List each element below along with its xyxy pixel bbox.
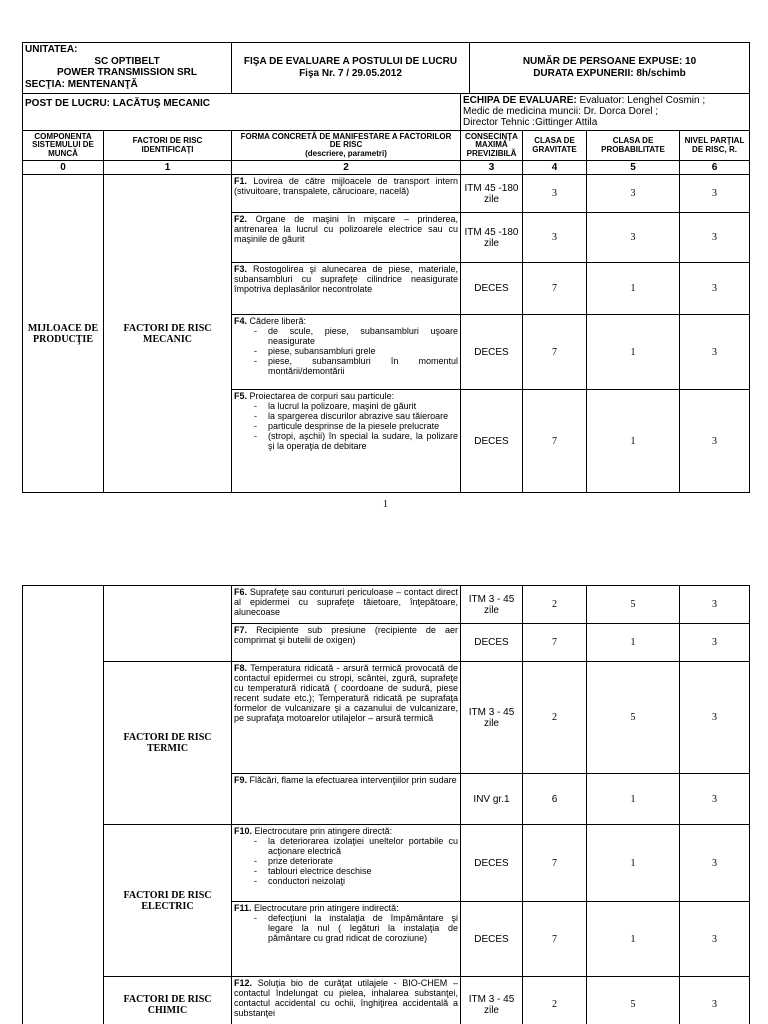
col-number-3: 3 xyxy=(461,161,523,175)
risk-text: Lovirea de către mijloacele de transport intern (stivuitoare, transpalete, cărucioare, nacelă) xyxy=(234,176,458,197)
severity-value: 3 xyxy=(523,175,587,213)
list-item: - defecţiuni la instalaţia de împământare şi legare la nul ( legături la instalaţia de pământare cu grad ridicat de coroziune) xyxy=(234,913,458,943)
col-header-consequence: CONSECINŢA MAXIMĂ PREVIZIBILĂ xyxy=(461,131,523,161)
column-number-row xyxy=(23,161,750,175)
col-number-1: 1 xyxy=(104,161,232,175)
probability-value: 1 xyxy=(587,774,680,825)
risk-value: 3 xyxy=(680,263,750,315)
evaluation-team xyxy=(461,94,750,131)
list-item: - de scule, piese, subansambluri uşoare neasigurate xyxy=(234,326,458,346)
risk-f5-description xyxy=(232,390,461,493)
risk-f11-description xyxy=(232,902,461,977)
consequence: ITM 45 -180 zile xyxy=(461,175,523,213)
risk-value: 3 xyxy=(680,825,750,902)
risk-text: Cădere liberă: xyxy=(247,316,307,326)
consequence: DECES xyxy=(461,315,523,390)
workstation-table xyxy=(22,93,750,131)
risk-text: Soluţia bio de curăţat utilajele - BIO-CHEM – contactul îndelungat cu pielea, inhalarea substanţei, contactul accidental cu ochii, înghiţirea accidentală a substanţei xyxy=(234,978,458,1019)
severity-value: 7 xyxy=(523,902,587,977)
col-number-4: 4 xyxy=(523,161,587,175)
factor-chimic: FACTORI DE RISC CHIMIC xyxy=(104,977,232,1024)
page-1 xyxy=(22,42,749,493)
col-header-form-sub: (descriere, parametri) xyxy=(305,148,387,158)
col-header-probability: CLASA DE PROBABILITATE xyxy=(587,131,680,161)
component-cell-continued xyxy=(23,586,104,1024)
probability-value: 5 xyxy=(587,586,680,624)
col-header-form-title: FORMA CONCRETĂ DE MANIFESTARE A FACTORILOR DE RISC xyxy=(240,131,452,150)
team-director: Director Tehnic :Gittinger Attila xyxy=(463,117,598,128)
risk-f5-list xyxy=(234,401,458,451)
risk-f11-list xyxy=(234,913,458,943)
probability-value: 3 xyxy=(587,175,680,213)
unit-cell xyxy=(23,43,232,94)
risk-f7-description xyxy=(232,624,461,662)
risk-code: F2. xyxy=(234,214,248,224)
col-header-component: COMPONENTA SISTEMULUI DE MUNCĂ xyxy=(23,131,104,161)
consequence: ITM 45 -180 zile xyxy=(461,213,523,263)
probability-value: 1 xyxy=(587,315,680,390)
team-label: ECHIPA DE EVALUARE: xyxy=(463,95,577,106)
list-item: - particule desprinse de la piesele prelucrate xyxy=(234,421,458,431)
list-item: - tablouri electrice deschise xyxy=(234,866,458,876)
risk-code: F7. xyxy=(234,625,248,635)
col-number-2: 2 xyxy=(232,161,461,175)
consequence: DECES xyxy=(461,624,523,662)
risk-value: 3 xyxy=(680,662,750,774)
probability-value: 1 xyxy=(587,390,680,493)
unit-label: UNITATEA: xyxy=(25,44,78,55)
col-number-5: 5 xyxy=(587,161,680,175)
risk-value: 3 xyxy=(680,624,750,662)
risk-text: Temperatura ridicată - arsură termică provocată de contactul epidermei cu stropi, scântei, zgură, suprafeţe cu temperatură ridicată ( coordoane de sudură, piese recent sudate etc.); Temperatură ridicată pe suprafaţa formelor de vulcanizare şi a cazanului de vulcanizare, pe suprafaţa motoarelor utilajelor – arsură termică xyxy=(234,663,458,724)
severity-value: 7 xyxy=(523,315,587,390)
list-item: - la lucrul la polizoare, maşini de găurit xyxy=(234,401,458,411)
exposure-duration: DURATA EXPUNERII: 8h/schimb xyxy=(533,68,686,79)
risk-code: F10. xyxy=(234,826,253,836)
risk-table-page-2 xyxy=(22,585,750,1024)
risk-code: F1. xyxy=(234,176,248,186)
company-line-2: POWER TRANSMISSION SRL xyxy=(56,67,197,78)
risk-text: Electrocutare prin atingere directă: xyxy=(252,826,393,836)
risk-code: F9. xyxy=(234,775,248,785)
list-item: - la deteriorarea izolaţiei uneltelor portabile cu acţionare electrică xyxy=(234,836,458,856)
col-header-severity: CLASA DE GRAVITATE xyxy=(523,131,587,161)
risk-f4-list xyxy=(234,326,458,376)
consequence: DECES xyxy=(461,902,523,977)
list-item: - conductori neizolaţi xyxy=(234,876,458,886)
col-number-0: 0 xyxy=(23,161,104,175)
risk-value: 3 xyxy=(680,977,750,1024)
table-row xyxy=(23,977,750,1024)
probability-value: 3 xyxy=(587,213,680,263)
consequence: ITM 3 - 45 zile xyxy=(461,977,523,1024)
table-row xyxy=(23,825,750,902)
risk-f12-description xyxy=(232,977,461,1024)
severity-value: 6 xyxy=(523,774,587,825)
risk-value: 3 xyxy=(680,315,750,390)
severity-value: 2 xyxy=(523,586,587,624)
probability-value: 1 xyxy=(587,624,680,662)
team-doctor: Medic de medicina muncii: Dr. Dorca Dorel ; xyxy=(463,106,659,117)
risk-f1-description xyxy=(232,175,461,213)
risk-text: Suprafeţe sau contururi periculoase – contact direct al epidermei cu suprafeţe tăietoare, înţepătoare, alunecoase xyxy=(234,587,458,618)
header-table xyxy=(22,42,750,94)
probability-value: 1 xyxy=(587,263,680,315)
col-number-6: 6 xyxy=(680,161,750,175)
risk-text: Recipiente sub presiune (recipiente de aer comprimat şi butelii de oxigen) xyxy=(234,625,458,646)
probability-value: 5 xyxy=(587,977,680,1024)
probability-value: 1 xyxy=(587,825,680,902)
col-header-form xyxy=(232,131,461,161)
risk-code: F11. xyxy=(234,903,252,913)
probability-value: 5 xyxy=(587,662,680,774)
form-title-cell xyxy=(232,43,470,94)
severity-value: 7 xyxy=(523,624,587,662)
table-row xyxy=(23,175,750,213)
risk-text: Electrocutare prin atingere indirectă: xyxy=(251,903,399,913)
risk-f4-description xyxy=(232,315,461,390)
list-item: - piese, subansambluri grele xyxy=(234,346,458,356)
component-cell: MIJLOACE DE PRODUCŢIE xyxy=(23,175,104,493)
page-2 xyxy=(22,585,749,1024)
form-title: FIŞA DE EVALUARE A POSTULUI DE LUCRU xyxy=(243,56,458,67)
risk-code: F12. xyxy=(234,978,253,988)
workstation: POST DE LUCRU: LACĂTUŞ MECANIC xyxy=(23,94,461,131)
consequence: DECES xyxy=(461,825,523,902)
form-number: Fişa Nr. 7 / 29.05.2012 xyxy=(299,68,402,79)
risk-code: F3. xyxy=(234,264,248,274)
column-header-row xyxy=(23,131,750,161)
risk-value: 3 xyxy=(680,902,750,977)
risk-value: 3 xyxy=(680,586,750,624)
risk-f8-description xyxy=(232,662,461,774)
risk-value: 3 xyxy=(680,774,750,825)
risk-value: 3 xyxy=(680,175,750,213)
team-evaluator: Evaluator: Lenghel Cosmin ; xyxy=(576,95,706,106)
risk-f9-description xyxy=(232,774,461,825)
severity-value: 2 xyxy=(523,977,587,1024)
risk-value: 3 xyxy=(680,390,750,493)
risk-f10-list xyxy=(234,836,458,886)
consequence: INV gr.1 xyxy=(461,774,523,825)
risk-f6-description xyxy=(232,586,461,624)
company-line-1: SC OPTIBELT xyxy=(94,55,160,67)
col-header-risk: NIVEL PARŢIAL DE RISC, R. xyxy=(680,131,750,161)
risk-code: F6. xyxy=(234,587,248,597)
risk-text: Rostogolirea şi alunecarea de piese, materiale, subansambluri cu suprafeţe cilindrice neasigurate împotriva deplasărilor necontrolate xyxy=(234,264,458,295)
risk-code: F5. xyxy=(234,391,248,401)
section-name: SECŢIA: MENTENANŢĂ xyxy=(25,78,138,90)
risk-code: F8. xyxy=(234,663,248,673)
severity-value: 3 xyxy=(523,213,587,263)
col-header-factors: FACTORI DE RISC IDENTIFICAŢI xyxy=(104,131,232,161)
risk-value: 3 xyxy=(680,213,750,263)
risk-f2-description xyxy=(232,213,461,263)
risk-table-page-1 xyxy=(22,130,750,493)
consequence: ITM 3 - 45 zile xyxy=(461,586,523,624)
severity-value: 7 xyxy=(523,825,587,902)
risk-text: Organe de maşini în mişcare – prinderea, antrenarea la lucrul cu polizoarele electrice sau cu maşinile de găurit xyxy=(234,214,458,245)
factor-mecanic-continued xyxy=(104,586,232,662)
table-row xyxy=(23,586,750,624)
risk-f10-description xyxy=(232,825,461,902)
risk-code: F4. xyxy=(234,316,248,326)
severity-value: 2 xyxy=(523,662,587,774)
list-item: - prize deteriorate xyxy=(234,856,458,866)
consequence: DECES xyxy=(461,263,523,315)
factor-electric: FACTORI DE RISC ELECTRIC xyxy=(104,825,232,977)
risk-text: Flăcări, flame la efectuarea intervenţiilor prin sudare xyxy=(247,775,457,785)
factor-termic: FACTORI DE RISC TERMIC xyxy=(104,662,232,825)
consequence: ITM 3 - 45 zile xyxy=(461,662,523,774)
list-item: - piese, subansambluri în momentul montării/demontării xyxy=(234,356,458,376)
severity-value: 7 xyxy=(523,263,587,315)
page-number: 1 xyxy=(383,499,388,510)
probability-value: 1 xyxy=(587,902,680,977)
table-row xyxy=(23,662,750,774)
severity-value: 7 xyxy=(523,390,587,493)
risk-text: Proiectarea de corpuri sau particule: xyxy=(247,391,395,401)
list-item: - (stropi, aşchii) în special la sudare, la polizare şi la operaţia de debitare xyxy=(234,431,458,451)
risk-f3-description xyxy=(232,263,461,315)
factor-mecanic: FACTORI DE RISC MECANIC xyxy=(104,175,232,493)
list-item: - la spargerea discurilor abrazive sau tăieroare xyxy=(234,411,458,421)
exposure-cell xyxy=(470,43,750,94)
exposed-persons: NUMĂR DE PERSOANE EXPUSE: 10 xyxy=(522,55,697,67)
consequence: DECES xyxy=(461,390,523,493)
